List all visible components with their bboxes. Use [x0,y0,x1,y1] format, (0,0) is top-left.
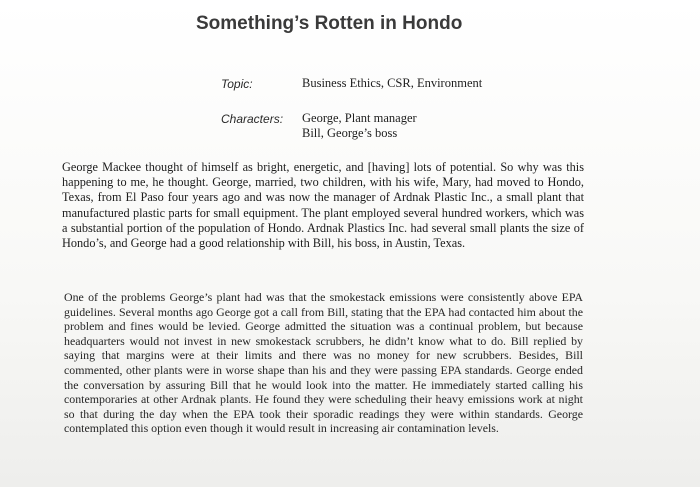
topic-label: Topic: [221,77,253,91]
character-george: George, Plant manager [302,111,417,125]
characters-list [302,111,417,141]
topic-value: Business Ethics, CSR, Environment [302,76,483,90]
paragraph-problem: One of the problems George’s plant had was that the smokestack emissions were consistently above EPA guidelines. Several months ago George got a call from Bill, stating that the EPA had contacted him about the problem and fines would be levied. George admitted the situation was a continual problem, but because headquarters would not invest in new smokestack scrubbers, he didn’t know what to do. Bill replied by saying that margins were at their limits and there was no money for new scrubbers. Besides, Bill commented, other plants were in worse shape than his and they were passing EPA standards. George ended the conversation by assuring Bill that he would look into the matter. He immediately started calling his contemporaries at other Ardnak plants. He found they were scheduling their heavy emissions work at night so that during the day when the EPA took their sporadic readings they were within standards. George contemplated this option even though it would result in increasing air contamination levels. [64,290,583,436]
paragraph-intro: George Mackee thought of himself as bright, energetic, and [having] lots of potential. So why was this happening to me, he thought. George, married, two children, with his wife, Mary, had moved to Hondo, Texas, from El Paso four years ago and was now the manager of Ardnak Plastic Inc., a small plant that manufactured plastic parts for small equipment. The plant employed several hundred workers, which was a substantial portion of the population of Hondo. Ardnak Plastics Inc. had several small plants the size of Hondo’s, and George had a good relationship with Bill, his boss, in Austin, Texas. [62,160,584,251]
page-title: Something’s Rotten in Hondo [196,13,463,34]
characters-label: Characters: [221,112,284,126]
character-bill: Bill, George’s boss [302,126,398,140]
